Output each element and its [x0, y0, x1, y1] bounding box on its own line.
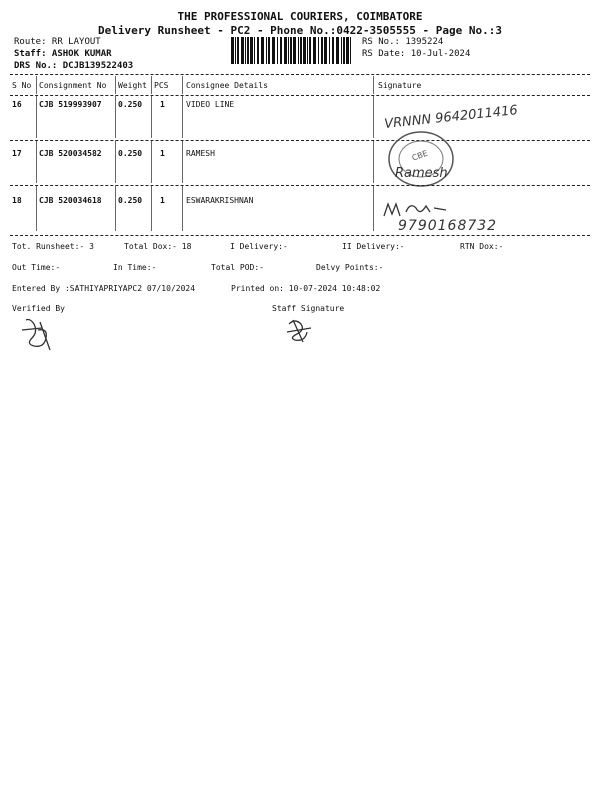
barcode-bar: [277, 37, 278, 64]
printed-on: Printed on: 10-07-2024 10:48:02: [231, 284, 381, 293]
row-weight: 0.250: [118, 100, 143, 109]
barcode-bar: [350, 37, 351, 64]
row-consignment: CJB 520034582: [39, 149, 102, 158]
drs-number: DRS No.: DCJB139522403: [14, 61, 134, 71]
col-consignment: Consignment No: [39, 81, 107, 90]
barcode-bar: [298, 37, 299, 64]
verifier-signature: [20, 316, 54, 352]
col-weight: Weight: [118, 81, 147, 90]
barcode-bar: [237, 37, 239, 64]
staff-label: Staff: ASHOK KUMAR: [14, 49, 112, 59]
row-pcs: 1: [160, 149, 165, 158]
barcode-bar: [293, 37, 296, 64]
row-sno: 18: [12, 196, 22, 205]
row-consignment: CJB 520034618: [39, 196, 102, 205]
barcode-bar: [321, 37, 323, 64]
barcode-bar: [257, 37, 259, 64]
barcode-bar: [309, 37, 311, 64]
col-consignee: Consignee Details: [186, 81, 268, 90]
barcode-bar: [346, 37, 349, 64]
barcode-bar: [336, 37, 339, 64]
runsheet-subtitle: Delivery Runsheet - PC2 - Phone No.:0422-3505555 - Page No.:3: [98, 24, 502, 37]
company-title: THE PROFESSIONAL COURIERS, COIMBATORE: [177, 10, 423, 23]
barcode-bar: [272, 37, 275, 64]
col-sno: S No: [12, 81, 32, 90]
barcode-bar: [235, 37, 236, 64]
divider: [10, 95, 590, 96]
signature-handwritten: Ramesh: [395, 166, 448, 181]
barcode-bar: [329, 37, 330, 64]
tot-runsheet: Tot. Runsheet:- 3: [12, 242, 94, 251]
barcode-bar: [288, 37, 289, 64]
barcode-bar: [341, 37, 342, 64]
signature-phone: 9790168732: [398, 218, 498, 234]
svg-text:CBE: CBE: [410, 148, 429, 163]
barcode-bar: [307, 37, 308, 64]
row-sno: 16: [12, 100, 22, 109]
barcode-bar: [332, 37, 334, 64]
barcode-bar: [313, 37, 316, 64]
row-consignee: RAMESH: [186, 149, 215, 158]
barcode-bar: [231, 37, 234, 64]
col-pcs: PCS: [154, 81, 169, 90]
barcode-bar: [250, 37, 253, 64]
route-label: Route: RR LAYOUT: [14, 37, 101, 47]
row-consignment: CJB 519993907: [39, 100, 102, 109]
entered-by: Entered By :SATHIYAPRIYAPC2 07/10/2024: [12, 284, 196, 293]
barcode-bar: [280, 37, 282, 64]
barcode-bar: [290, 37, 292, 64]
staff-signature-mark: [283, 316, 315, 344]
barcode-graphic: [230, 37, 355, 64]
row-weight: 0.250: [118, 196, 143, 205]
row-sno: 17: [12, 149, 22, 158]
divider: [10, 140, 590, 141]
divider: [10, 185, 590, 186]
delvy-points: Delvy Points:-: [316, 263, 384, 272]
barcode-bar: [254, 37, 255, 64]
barcode: [230, 37, 355, 64]
row-pcs: 1: [160, 196, 165, 205]
barcode-bar: [266, 37, 267, 64]
staff-signature-label: Staff Signature: [272, 304, 345, 313]
ii-delivery: II Delivery:-: [342, 242, 405, 251]
barcode-bar: [300, 37, 302, 64]
barcode-bar: [245, 37, 246, 64]
barcode-bar: [284, 37, 287, 64]
i-delivery: I Delivery:-: [230, 242, 288, 251]
row-pcs: 1: [160, 100, 165, 109]
rs-date: RS Date: 10-Jul-2024: [362, 49, 471, 59]
in-time: In Time:-: [113, 263, 157, 272]
verified-by-label: Verified By: [12, 304, 65, 313]
barcode-bar: [268, 37, 270, 64]
barcode-bar: [303, 37, 306, 64]
divider: [10, 74, 590, 75]
barcode-bar: [241, 37, 244, 64]
row-consignee: VIDEO LINE: [186, 100, 235, 109]
row-weight: 0.250: [118, 149, 143, 158]
barcode-bar: [324, 37, 327, 64]
barcode-bar: [247, 37, 249, 64]
barcode-bar: [261, 37, 264, 64]
total-dox: Total Dox:- 18: [124, 242, 192, 251]
barcode-bar: [343, 37, 345, 64]
divider: [10, 235, 590, 236]
row-consignee: ESWARAKRISHNAN: [186, 196, 254, 205]
signature-handwritten: VRNNN 9642011416: [383, 103, 519, 132]
total-pod: Total POD:-: [211, 263, 264, 272]
rtn-dox: RTN Dox:-: [460, 242, 504, 251]
rs-number: RS No.: 1395224: [362, 37, 444, 47]
barcode-bar: [318, 37, 319, 64]
col-signature: Signature: [378, 81, 422, 90]
out-time: Out Time:-: [12, 263, 61, 272]
